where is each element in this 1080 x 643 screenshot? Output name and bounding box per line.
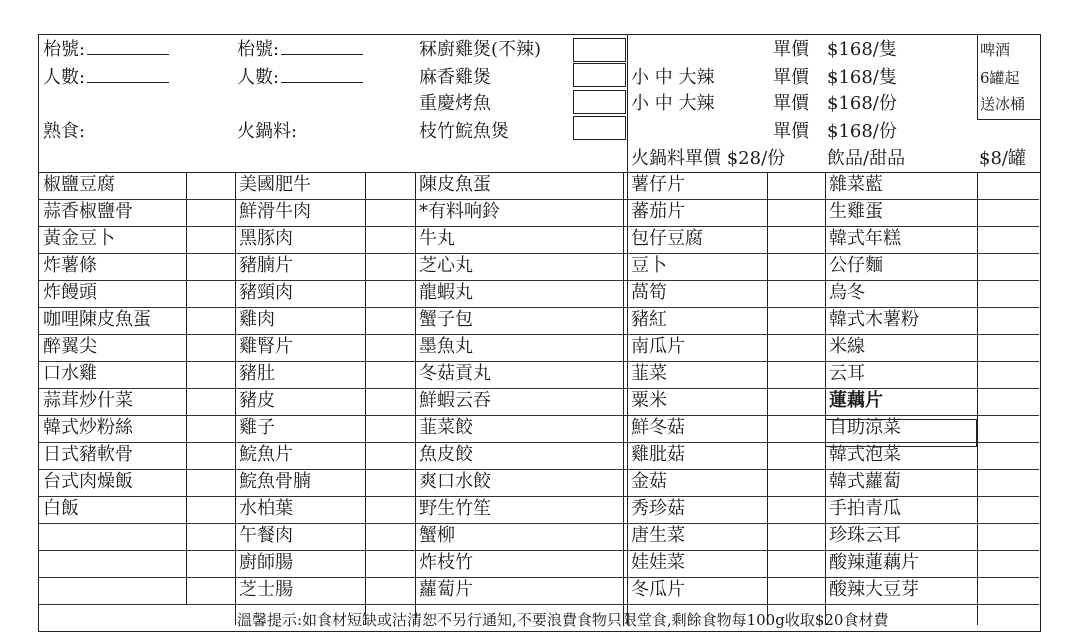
- balls-qty-cell[interactable]: [623, 577, 627, 604]
- balls-item: 蟹柳: [419, 525, 455, 546]
- balls-item: 芝心丸: [419, 255, 473, 276]
- grid-column-line: [825, 172, 826, 625]
- cooked-qty-cell[interactable]: [186, 307, 235, 334]
- staples-item: 手拍青瓜: [829, 498, 901, 519]
- veg-qty-cell[interactable]: [767, 280, 825, 307]
- balls-qty-cell[interactable]: [623, 253, 627, 280]
- special-name-3: 重慶烤魚: [419, 93, 491, 114]
- table-number-field-1[interactable]: [43, 38, 169, 62]
- balls-item: 野生竹笙: [419, 498, 491, 519]
- veg-qty-cell[interactable]: [767, 577, 825, 604]
- staples-item: 云耳: [829, 363, 865, 384]
- meat-item: 豬腩片: [239, 255, 293, 276]
- veg-qty-cell[interactable]: [767, 199, 825, 226]
- meat-qty-cell[interactable]: [365, 334, 415, 361]
- balls-qty-cell[interactable]: [623, 496, 627, 523]
- balls-item: 陳皮魚蛋: [419, 174, 491, 195]
- veg-item: 萵筍: [631, 282, 667, 303]
- header-divider: [627, 35, 628, 172]
- highlighted-item-box: [825, 419, 977, 447]
- order-sheet: [38, 34, 1041, 632]
- veg-item: 唐生菜: [631, 525, 685, 546]
- people-count-label-2: 人數:: [237, 67, 280, 88]
- staples-qty-cell[interactable]: [977, 577, 1039, 604]
- staples-qty-cell[interactable]: [977, 388, 1039, 415]
- cooked-qty-cell[interactable]: [186, 523, 235, 550]
- hotpot-ingredients-heading: 火鍋料:: [237, 121, 298, 142]
- staples-qty-cell[interactable]: [977, 253, 1039, 280]
- veg-qty-cell[interactable]: [767, 226, 825, 253]
- meat-item: 水柏葉: [239, 498, 293, 519]
- cooked-item: 日式豬軟骨: [43, 444, 133, 465]
- balls-qty-cell[interactable]: [623, 415, 627, 442]
- veg-item: 南瓜片: [631, 336, 685, 357]
- cooked-qty-cell[interactable]: [186, 253, 235, 280]
- staples-qty-cell[interactable]: [977, 226, 1039, 253]
- veg-qty-cell[interactable]: [767, 334, 825, 361]
- balls-qty-cell[interactable]: [623, 388, 627, 415]
- special-name-4: 枝竹鯇魚煲: [419, 121, 509, 142]
- veg-qty-cell[interactable]: [767, 496, 825, 523]
- veg-item: 蕃茄片: [631, 201, 685, 222]
- table-number-blank-2[interactable]: [281, 38, 363, 55]
- veg-qty-cell[interactable]: [767, 550, 825, 577]
- veg-qty-cell[interactable]: [767, 523, 825, 550]
- cooked-item: 椒鹽豆腐: [43, 174, 115, 195]
- cooked-qty-cell[interactable]: [186, 226, 235, 253]
- drinks-dessert-label: 飲品/甜品: [827, 148, 906, 169]
- cooked-item: 炸饅頭: [43, 282, 97, 303]
- meat-qty-cell[interactable]: [365, 388, 415, 415]
- beer-promo-box: [977, 35, 1040, 120]
- veg-item: 秀珍菇: [631, 498, 685, 519]
- meat-item: 雞子: [239, 417, 275, 438]
- grid-row-line: [39, 604, 1039, 605]
- unit-price-label-2: 單價: [773, 67, 809, 88]
- meat-qty-cell[interactable]: [365, 199, 415, 226]
- cooked-item: 韓式炒粉絲: [43, 417, 133, 438]
- cooked-qty-cell[interactable]: [186, 577, 235, 604]
- staples-qty-cell[interactable]: [977, 415, 1039, 442]
- veg-item: 粟米: [631, 390, 667, 411]
- people-count-field-2[interactable]: [237, 66, 363, 90]
- balls-item: 龍蝦丸: [419, 282, 473, 303]
- meat-item: 豬頸肉: [239, 282, 293, 303]
- meat-qty-cell[interactable]: [365, 442, 415, 469]
- notice-text: 溫馨提示:如食材短缺或沽清恕不另行通知,不要浪費食物只限堂食,剩餘食物每100g收取$20食材費: [237, 611, 889, 629]
- meat-qty-cell[interactable]: [365, 172, 415, 199]
- unit-price-label-1: 單價: [773, 39, 809, 60]
- special-qty-box-4[interactable]: [573, 116, 626, 140]
- cooked-qty-cell[interactable]: [186, 361, 235, 388]
- meat-qty-cell[interactable]: [365, 226, 415, 253]
- staples-qty-cell[interactable]: [977, 199, 1039, 226]
- veg-item: 包仔豆腐: [631, 228, 703, 249]
- staples-item: 烏冬: [829, 282, 865, 303]
- meat-qty-cell[interactable]: [365, 253, 415, 280]
- cooked-qty-cell[interactable]: [186, 496, 235, 523]
- table-number-field-2[interactable]: [237, 38, 363, 62]
- veg-qty-cell[interactable]: [767, 442, 825, 469]
- balls-item: 炸枝竹: [419, 552, 473, 573]
- meat-qty-cell[interactable]: [365, 415, 415, 442]
- meat-qty-cell[interactable]: [365, 577, 415, 604]
- cooked-qty-cell[interactable]: [186, 280, 235, 307]
- balls-item: 墨魚丸: [419, 336, 473, 357]
- balls-qty-cell[interactable]: [623, 280, 627, 307]
- meat-item: 午餐肉: [239, 525, 293, 546]
- people-count-field-1[interactable]: [43, 66, 169, 90]
- cooked-qty-cell[interactable]: [186, 469, 235, 496]
- balls-qty-cell[interactable]: [623, 523, 627, 550]
- balls-qty-cell[interactable]: [623, 172, 627, 199]
- balls-item: 韮菜餃: [419, 417, 473, 438]
- staples-qty-cell[interactable]: [977, 550, 1039, 577]
- unit-price-label-4: 單價: [773, 121, 809, 142]
- staples-item: 珍珠云耳: [829, 525, 901, 546]
- special-qty-box-2[interactable]: [573, 63, 626, 87]
- table-number-label-2: 枱號:: [237, 39, 280, 60]
- cooked-qty-cell[interactable]: [186, 172, 235, 199]
- staples-item: 米線: [829, 336, 865, 357]
- table-number-blank-1[interactable]: [87, 38, 169, 55]
- veg-item: 豬紅: [631, 309, 667, 330]
- cooked-qty-cell[interactable]: [186, 442, 235, 469]
- meat-item: 美國肥牛: [239, 174, 311, 195]
- staples-item: 自助涼菜: [829, 417, 901, 438]
- meat-item: 鯇魚骨腩: [239, 471, 311, 492]
- meat-qty-cell[interactable]: [365, 523, 415, 550]
- special-qty-box-3[interactable]: [573, 90, 626, 114]
- spice-options-2[interactable]: 小 中 大辣: [631, 67, 715, 88]
- staples-item: 韓式年糕: [829, 228, 901, 249]
- cooked-item: 炸薯條: [43, 255, 97, 276]
- people-count-blank-2[interactable]: [281, 66, 363, 83]
- veg-qty-cell[interactable]: [767, 307, 825, 334]
- staples-qty-cell[interactable]: [977, 172, 1039, 199]
- balls-item: 蟹子包: [419, 309, 473, 330]
- staples-item: 公仔麵: [829, 255, 883, 276]
- staples-item: 酸辣大豆芽: [829, 579, 919, 600]
- balls-item: 冬菇貢丸: [419, 363, 491, 384]
- balls-qty-cell[interactable]: [623, 361, 627, 388]
- meat-item: 鮮滑牛肉: [239, 201, 311, 222]
- meat-qty-cell[interactable]: [365, 469, 415, 496]
- cooked-item: 咖哩陳皮魚蛋: [43, 309, 151, 330]
- veg-qty-cell[interactable]: [767, 361, 825, 388]
- veg-item: 冬瓜片: [631, 579, 685, 600]
- meat-item: 雞肉: [239, 309, 275, 330]
- balls-qty-cell[interactable]: [623, 226, 627, 253]
- beer-promo-line-2: 6罐起: [980, 69, 1020, 87]
- cooked-qty-cell[interactable]: [186, 415, 235, 442]
- staples-item: 韓式泡菜: [829, 444, 901, 465]
- staples-item: 蓮藕片: [829, 390, 883, 411]
- veg-item: 韮菜: [631, 363, 667, 384]
- people-count-label-1: 人數:: [43, 67, 86, 88]
- balls-item: 爽口水餃: [419, 471, 491, 492]
- meat-item: 芝士腸: [239, 579, 293, 600]
- drinks-price: $8/罐: [979, 148, 1026, 169]
- special-price-2: $168/隻: [827, 67, 897, 88]
- cooked-item: 台式肉燥飯: [43, 471, 133, 492]
- balls-qty-cell[interactable]: [623, 307, 627, 334]
- staples-qty-cell[interactable]: [977, 442, 1039, 469]
- hotpot-unit-price: 火鍋料單價 $28/份: [631, 148, 786, 169]
- staples-item: 雜菜藍: [829, 174, 883, 195]
- meat-qty-cell[interactable]: [365, 550, 415, 577]
- veg-qty-cell[interactable]: [767, 415, 825, 442]
- cooked-item: 口水雞: [43, 363, 97, 384]
- meat-item: 豬肚: [239, 363, 275, 384]
- balls-item: 鮮蝦云吞: [419, 390, 491, 411]
- people-count-blank-1[interactable]: [87, 66, 169, 83]
- staples-item: 生雞蛋: [829, 201, 883, 222]
- staples-qty-cell[interactable]: [977, 280, 1039, 307]
- cooked-food-heading: 熟食:: [43, 121, 86, 142]
- beer-promo-line-3: 送冰桶: [980, 95, 1026, 113]
- meat-qty-cell[interactable]: [365, 496, 415, 523]
- balls-item: *有料响鈴: [419, 201, 500, 222]
- balls-item: 蘿蔔片: [419, 579, 473, 600]
- special-name-2: 麻香雞煲: [419, 67, 491, 88]
- balls-qty-cell[interactable]: [623, 442, 627, 469]
- cooked-qty-cell[interactable]: [186, 388, 235, 415]
- table-number-label-1: 枱號:: [43, 39, 86, 60]
- veg-item: 金菇: [631, 471, 667, 492]
- balls-item: 牛丸: [419, 228, 455, 249]
- cooked-item: 醉翼尖: [43, 336, 97, 357]
- special-qty-box-1[interactable]: [573, 38, 626, 62]
- veg-qty-cell[interactable]: [767, 253, 825, 280]
- staples-item: 韓式木薯粉: [829, 309, 919, 330]
- meat-item: 豬皮: [239, 390, 275, 411]
- staples-qty-cell[interactable]: [977, 334, 1039, 361]
- cooked-item: 蒜茸炒什菜: [43, 390, 133, 411]
- staples-item: 酸辣蓮藕片: [829, 552, 919, 573]
- veg-item: 雞肶菇: [631, 444, 685, 465]
- special-price-3: $168/份: [827, 93, 897, 114]
- grid-column-line: [627, 172, 628, 625]
- balls-qty-cell[interactable]: [623, 334, 627, 361]
- meat-item: 鯇魚片: [239, 444, 293, 465]
- balls-qty-cell[interactable]: [623, 550, 627, 577]
- staples-qty-cell[interactable]: [977, 361, 1039, 388]
- meat-qty-cell[interactable]: [365, 307, 415, 334]
- cooked-qty-cell[interactable]: [186, 334, 235, 361]
- veg-item: 豆卜: [631, 255, 667, 276]
- veg-qty-cell[interactable]: [767, 469, 825, 496]
- meat-item: 廚師腸: [239, 552, 293, 573]
- veg-item: 薯仔片: [631, 174, 685, 195]
- meat-item: 雞腎片: [239, 336, 293, 357]
- cooked-qty-cell[interactable]: [186, 199, 235, 226]
- veg-qty-cell[interactable]: [767, 388, 825, 415]
- veg-item: 鮮冬菇: [631, 417, 685, 438]
- cooked-item: 黃金豆卜: [43, 228, 115, 249]
- cooked-item: 蒜香椒鹽骨: [43, 201, 133, 222]
- meat-qty-cell[interactable]: [365, 280, 415, 307]
- unit-price-label-3: 單價: [773, 93, 809, 114]
- staples-qty-cell[interactable]: [977, 307, 1039, 334]
- grid-column-line: [415, 172, 416, 625]
- special-name-1: 冧廚雞煲(不辣): [419, 39, 542, 60]
- cooked-item: 白飯: [43, 498, 79, 519]
- meat-item: 黑豚肉: [239, 228, 293, 249]
- balls-qty-cell[interactable]: [623, 199, 627, 226]
- staples-qty-cell[interactable]: [977, 523, 1039, 550]
- spice-options-3[interactable]: 小 中 大辣: [631, 93, 715, 114]
- veg-qty-cell[interactable]: [767, 172, 825, 199]
- special-price-1: $168/隻: [827, 39, 897, 60]
- special-price-4: $168/份: [827, 121, 897, 142]
- cooked-qty-cell[interactable]: [186, 550, 235, 577]
- veg-item: 娃娃菜: [631, 552, 685, 573]
- grid-column-line: [235, 172, 236, 625]
- meat-qty-cell[interactable]: [365, 361, 415, 388]
- beer-promo-line-1: 啤酒: [980, 41, 1011, 59]
- staples-qty-cell[interactable]: [977, 469, 1039, 496]
- balls-qty-cell[interactable]: [623, 469, 627, 496]
- staples-item: 韓式蘿蔔: [829, 471, 901, 492]
- balls-item: 魚皮餃: [419, 444, 473, 465]
- staples-qty-cell[interactable]: [977, 496, 1039, 523]
